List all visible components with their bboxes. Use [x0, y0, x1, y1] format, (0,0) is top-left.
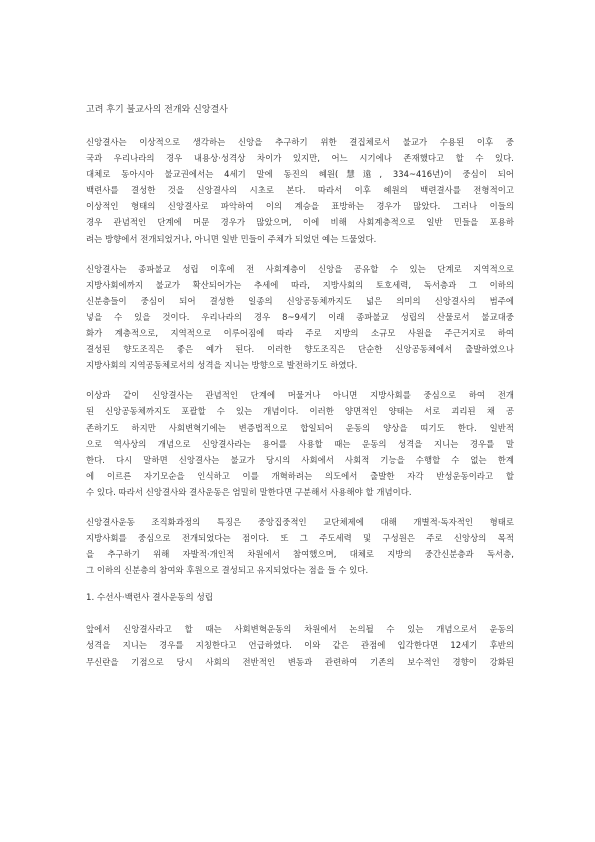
text-line: 앞에서 신앙결사라고 할 때는 사회변혁운동의 차원에서 논의될 수 있는 개념으로서 운동의	[86, 624, 514, 635]
page-header: 고려 후기 불교사의 전개와 신앙결사	[86, 105, 228, 115]
text-line: 이상과 같이 신앙결사는 관념적인 단계에 머물거나 아니면 지방사회를 중심으로 하여 전개	[86, 390, 514, 401]
text-line: 수 있다. 따라서 신앙결사와 결사운동은 엄밀히 말한다면 구분해서 사용해야 할 개념이다.	[86, 486, 412, 497]
paragraph-4	[86, 514, 514, 578]
paragraph-1	[86, 134, 514, 247]
text-line: 신앙결사는 종파불교 성립 이후에 전 사회계층이 신앙을 공유할 수 있는 단계로 지역적으로	[86, 263, 514, 274]
text-line: 경우 관념적인 단계에 머문 경우가 많았으며, 이에 비해 사회계층적으로 일반 민들을 포용하	[86, 217, 514, 228]
text-line: 을 추구하기 위해 자발적·개인적 차원에서 참여했으며, 대체로 지방의 중간신분층과 독서층,	[86, 549, 514, 560]
document-page	[86, 104, 514, 684]
text-line: 신앙결사운동 조직화과정의 특징은 중앙집중적인 교단체제에 대해 개별적·독자적인 형태로	[86, 516, 514, 527]
text-line: 된 신앙공동체까지도 포괄할 수 있는 개념이다. 이러한 양면적인 양태는 서로 괴리된 채 공	[86, 406, 514, 417]
text-line: 넣을 수 있을 것이다. 우리나라의 경우 8~9세기 이래 종파불교 성립의 산물로서 불교대중	[86, 311, 514, 322]
text-line: 화가 계층적으로, 지역적으로 이루어짐에 따라 주로 지방의 소규모 사원을 주근거지로 하여	[86, 328, 514, 339]
text-line: 백련사를 결성한 것을 신앙결사의 시초로 본다. 따라서 이후 혜원의 백련결사를 전형적이고	[86, 185, 514, 196]
text-line: 이상적인 형태의 신앙결사로 파악하여 이의 계승을 표방하는 경우가 많았다. 그러나 이들의	[86, 201, 514, 212]
text-line: 존하기도 하지만 사회변혁기에는 변증법적으로 합일되어 운동의 양상을 띠기도 한다. 일반적	[86, 422, 514, 433]
section-paragraph	[86, 621, 514, 669]
text-line: 성격을 지니는 경우를 지칭한다고 언급하였다. 이와 같은 관점에 입각한다면 12세기 후반의	[86, 640, 514, 651]
text-line: 려는 방향에서 전개되었거나, 아니면 일반 민들이 주체가 되었던 예는 드물었다.	[86, 233, 377, 244]
text-line: 신분층들이 중심이 되어 결성한 일종의 신앙공동체까지도 넓은 의미의 신앙결사의 범주에	[86, 295, 514, 306]
text-line: 지방사회의 지역공동체로서의 성격을 지니는 방향으로 발전하기도 하였다.	[86, 360, 358, 371]
section-heading: 1. 수선사·백련사 결사운동의 성립	[86, 593, 214, 604]
text-line: 으로 역사상의 개념으로 신앙결사라는 용어를 사용할 때는 운동의 성격을 지니는 경우를 말	[86, 438, 514, 449]
text-line: 지방사회에까지 불교가 확산되어가는 추세에 따라, 지방사회의 토호세력, 독서층과 그 이하의	[86, 279, 514, 290]
text-line: 그 이하의 신분층의 참여와 후원으로 결성되고 유지되었다는 점을 들 수 있다.	[86, 565, 369, 576]
text-line: 에 이르른 자기모순을 인식하고 이를 개혁하려는 의도에서 출발한 자각 반성운동이라고 할	[86, 470, 514, 481]
text-line: 신앙결사는 이상적으로 생각하는 신앙을 추구하기 위한 결집체로서 불교가 수용된 이후 중	[86, 137, 514, 147]
text-line: 대체로 동아시아 불교권에서는 4세기 말에 동진의 혜원(慧遠, 334~416년)이 중심이 되어	[86, 169, 514, 180]
text-line: 지방사회를 중심으로 전개되었다는 점이다. 또 그 주도세력 및 구성원은 주로 신앙상의 목적	[86, 533, 514, 544]
text-line: 국과 우리나라의 경우 내용상·성격상 차이가 있지만, 어느 시기에나 존재했다고 할 수 있다.	[86, 153, 514, 164]
paragraph-2	[86, 261, 514, 374]
text-line: 한다. 다시 말하면 신앙결사는 불교가 당시의 사회에서 사회적 기능을 수행할 수 없는 한계	[86, 454, 514, 465]
text-line: 무신란을 기점으로 당시 사회의 전반적인 변동과 관련하여 기존의 보수적인 경향이 강화된	[86, 656, 514, 667]
paragraph-3	[86, 387, 514, 500]
text-line: 결성된 향도조직은 좋은 예가 된다. 이러한 향도조직은 단순한 신앙공동체에서 출발하였으나	[86, 344, 514, 355]
